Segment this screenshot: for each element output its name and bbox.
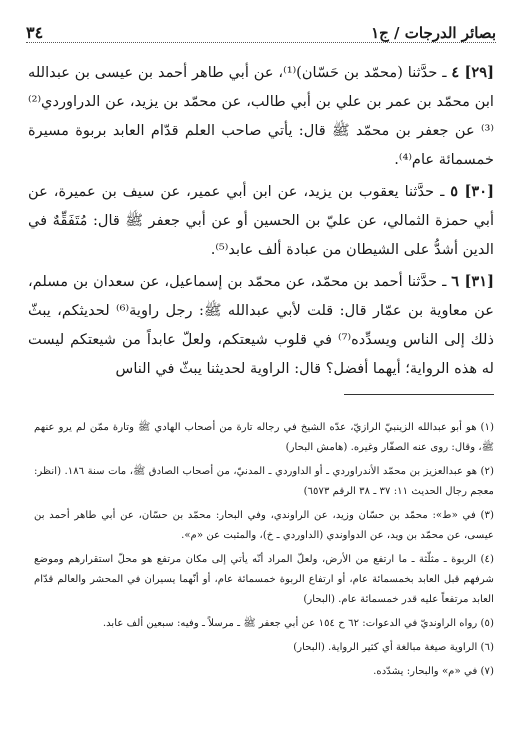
footnote: (٧) في «م» والبحار: يشدّده. bbox=[373, 666, 494, 677]
hadith-paragraph bbox=[28, 267, 494, 383]
footnote: (١) هو أبو عبدالله الزينبيّ الرازيّ، عدّه الشيخ في رجاله تارة من أصحاب الهادي ﷺ وتارة ممّن لم يرو عنهم ﷺ، وقال: روى عنه الصفّار وغيره. (هامش البحار) bbox=[34, 422, 494, 453]
footnote-separator bbox=[344, 394, 494, 395]
hadith-text: ـ حدَّثنا (محمّد بن حَسّان)⁽¹⁾، عن أبي طاهر أحمد بن عيسى بن عبدالله ابن محمّد بن عمر بن علي بن أبي طالب، عن محمّد بن يزيد، عن الدراوردي⁽²⁾⁽³⁾ عن جعفر بن محمّد ﷺ قال: يأتي صاحب العلم قدّام العابد بربوة مسيرة خمسمائة عام⁽⁴⁾. bbox=[28, 64, 494, 168]
footnote: (٢) هو عبدالعزيز بن محمّد الأندراوردي ـ أو الداوردي ـ المدنيّ، من أصحاب الصادق ﷺ، مات سنة ١٨٦. (انظر: معجم رجال الحديث ١١: ٣٧ ـ ٣٨ الرقم ٦٥٧٣) bbox=[34, 466, 494, 497]
hadith-paragraph bbox=[28, 58, 494, 174]
page-header bbox=[26, 20, 496, 43]
hadith-number: [٣٠] ٥ bbox=[450, 183, 494, 200]
hadith-number: [٣١] ٦ bbox=[451, 273, 494, 290]
hadith-text: ـ حدَّثنا يعقوب بن يزيد، عن ابن أبي عمير، عن سيف بن عميرة، عن أبي حمزة الثمالي، عن عليّ بن الحسين أو عن أبي جعفر ﷺ قال: مُتَفَقِّهٌ في الدين أشدُّ على الشيطان من عبادة ألف عابد⁽⁵⁾. bbox=[28, 183, 494, 258]
footnotes bbox=[34, 418, 494, 686]
hadith-text: ـ حدَّثنا أحمد بن محمّد، عن محمّد بن إسماعيل، عن سعدان بن مسلم، عن معاوية بن عمّار قال: قلت لأبي عبدالله ﷺ: رجل راوية⁽⁶⁾ لحديثكم، يبثّ ذلك إلى الناس ويسدِّده⁽⁷⁾ في قلوب شيعتكم، ولعلّ عابداً من شيعتكم ليست له هذه الرواية؛ أيهما أفضل؟ قال: الراوية لحديثنا يبثّ في الناس bbox=[28, 273, 494, 377]
footnote: (٤) الربوة ـ مثلّثة ـ ما ارتفع من الأرض، ولعلّ المراد أنّه يأتي إلى مكان مرتفع هو محلّ استقرارهم وموضع شرفهم قبل العابد بخمسمائة عام، أو ارتفاع الربوة خمسمائة عام، أو أنّهما يسيران في المحشر والعالم قدّام العابد مرتفعاً عليه قدر خمسمائة عام. (البحار) bbox=[34, 554, 494, 605]
hadith-paragraph bbox=[28, 177, 494, 264]
hadith-number: [٢٩] ٤ bbox=[451, 64, 494, 81]
main-text bbox=[28, 58, 494, 386]
footnote: (٥) رواه الراونديّ في الدعوات: ٦٢ ح ١٥٤ عن أبي جعفر ﷺ ـ مرسلاً ـ وفيه: سبعين ألف عابد. bbox=[102, 618, 494, 629]
footnote: (٦) الراوية صيغة مبالغة أي كثير الرواية. (البحار) bbox=[293, 642, 494, 653]
book-title: بصائر الدرجات / ج١ bbox=[371, 24, 496, 42]
footnote: (٣) في «ط»: محمّد بن حسّان وزيد، عن الراوندي، وفي البحار: محمّد بن حسّان، عن أبي طاهر أحمد بن عيسى، عن محمّد بن ويد، عن الدواوندي (الداوردي ـ خ)، والمثبت عن «م». bbox=[34, 510, 494, 541]
page-number: ٣٤ bbox=[26, 23, 44, 42]
